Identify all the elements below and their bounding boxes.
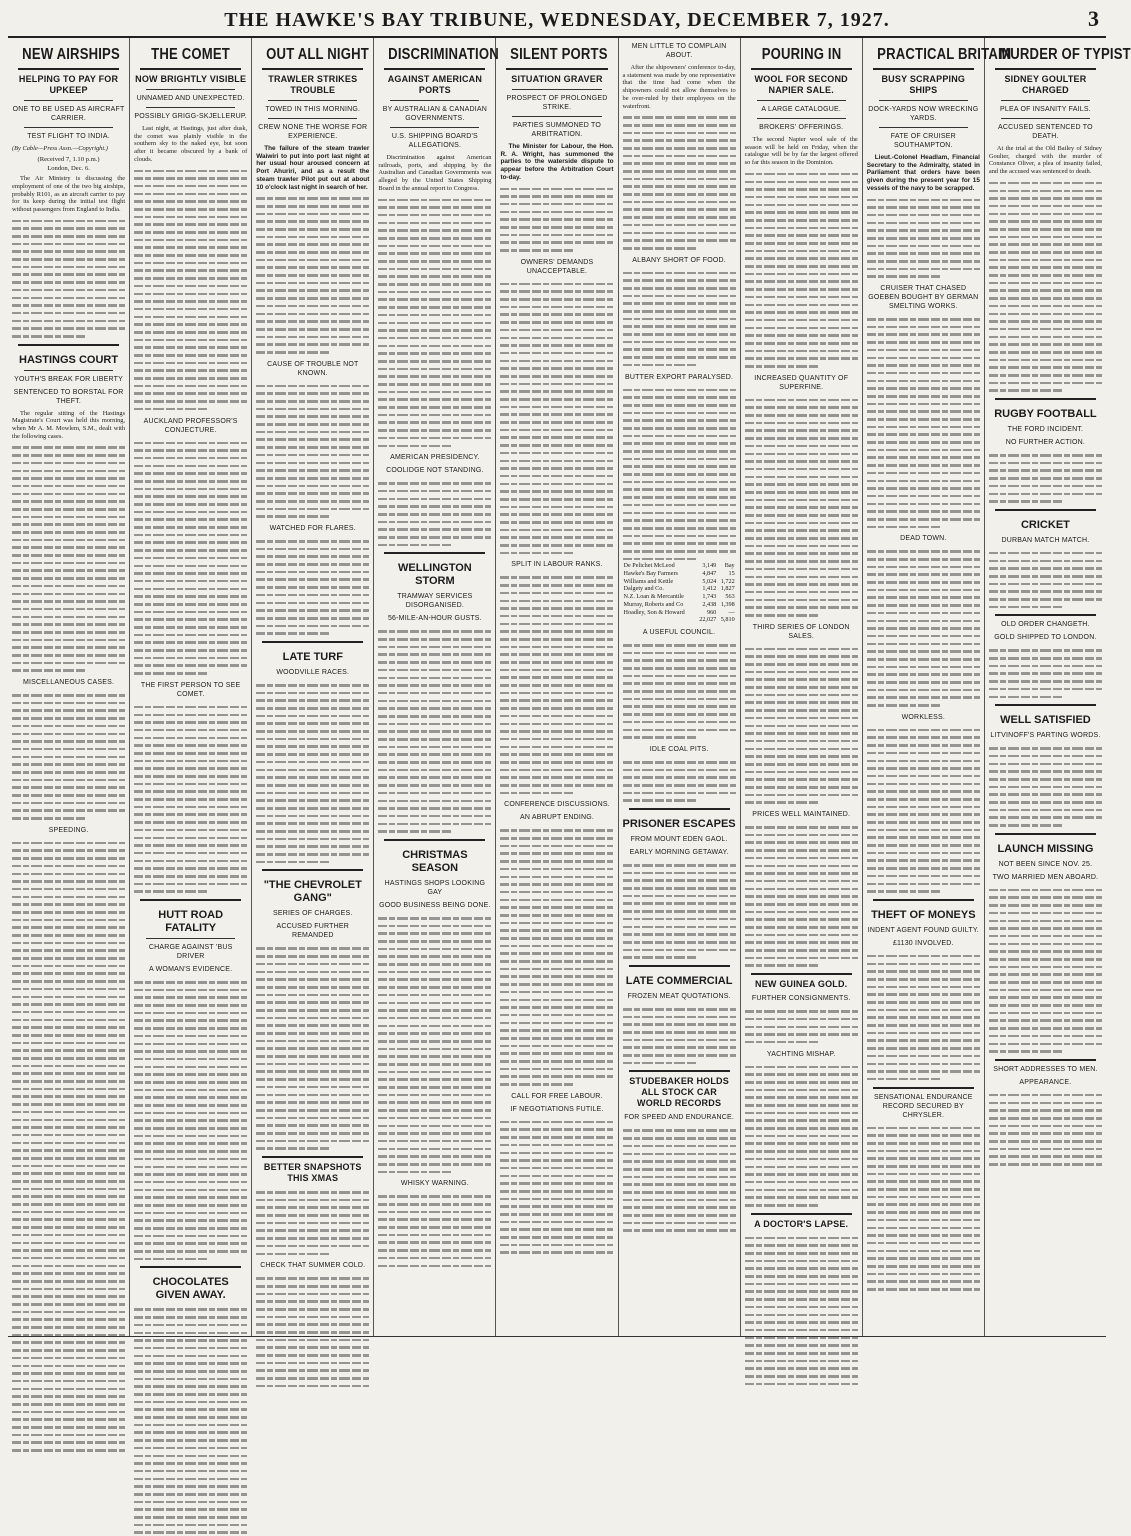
article-text: At the trial at the Old Bailey of Sidney Goulter, charged with the murder of Constance Oliver, a plea of insanity failed, and the accused was sentenced to death.: [988, 145, 1102, 176]
column-silent-ports: [496, 38, 618, 1336]
deck: NOT BEEN SINCE NOV. 25.: [998, 860, 1093, 868]
subhead-small: AMERICAN PRESIDENCY.: [390, 454, 480, 462]
deck: A LARGE CATALOGUE.: [761, 106, 841, 113]
deck: A WOMAN'S EVIDENCE.: [149, 966, 233, 974]
deck: FATE OF CRUISER SOUTHAMPTON.: [890, 133, 956, 149]
subhead: "THE CHEVROLET GANG": [263, 879, 362, 905]
subhead-small: BUTTER EXPORT PARALYSED.: [625, 373, 734, 381]
subhead: PRISONER ESCAPES: [622, 818, 736, 831]
headline: THE COMET: [151, 46, 231, 63]
subhead-small: YACHTING MISHAP.: [766, 1050, 836, 1058]
deck: EARLY MORNING GETAWAY.: [629, 849, 729, 857]
subhead: HUTT ROAD FATALITY: [158, 909, 224, 935]
deck: U.S. SHIPPING BOARD'S ALLEGATIONS.: [391, 133, 478, 149]
deck: TOWED IN THIS MORNING.: [265, 106, 361, 113]
deck: COOLIDGE NOT STANDING.: [386, 467, 484, 475]
masthead-title: THE HAWKE'S BAY TRIBUNE, WEDNESDAY, DECEMBER 7, 1927.: [224, 8, 890, 31]
subhead: A DOCTOR'S LAPSE.: [754, 1218, 849, 1229]
table-row: Murray, Roberts and Co 2,438 1,398: [623, 600, 735, 608]
table-row: De Pelichet McLeod 3,149 Bay: [623, 562, 735, 570]
subhead: CRICKET: [1020, 518, 1070, 531]
deck: PLEA OF INSANITY FAILS.: [1000, 106, 1091, 113]
deck: UNNAMED AND UNEXPECTED.: [136, 95, 245, 102]
deck: YOUTH'S BREAK FOR LIBERTY: [14, 375, 123, 383]
table-row: Hawke's Bay Farmers 4,847 15: [623, 570, 735, 578]
subhead: NEW GUINEA GOLD.: [755, 979, 848, 990]
table-row: Dalgety and Co. 1,412 1,827: [623, 585, 735, 593]
column-men-little-to-complain: [619, 38, 741, 1336]
subhead-small: A USEFUL COUNCIL.: [642, 628, 716, 636]
headline: PRACTICAL BRITAIN: [876, 46, 1012, 63]
deck: THE FORD INCIDENT.: [1007, 426, 1084, 434]
subhead-small: SHORT ADDRESSES TO MEN.: [993, 1065, 1098, 1073]
column-new-airships: [8, 38, 130, 1336]
deck: GOLD SHIPPED TO LONDON.: [994, 634, 1097, 642]
subhead-small: CHECK THAT SUMMER COLD.: [260, 1262, 366, 1270]
deck: ONE TO BE USED AS AIRCRAFT CARRIER.: [12, 106, 125, 122]
deck: FOR SPEED AND ENDURANCE.: [624, 1114, 735, 1122]
article-text: After the shipowners' conference to-day, a statement was made by one representative that the time had come when the shipowners could not allow themselves to be over-ruled by their employees on the waterfront.: [622, 64, 736, 110]
subhead-small: SPEEDING.: [48, 826, 89, 834]
table-row: Hoadley, Son & Howard 960 —: [623, 608, 735, 616]
deck: DURBAN MATCH MATCH.: [1001, 536, 1090, 544]
headline: DISCRIMINATION: [388, 46, 500, 63]
deck: INDENT AGENT FOUND GUILTY.: [867, 926, 979, 934]
deck: PARTIES SUMMONED TO ARBITRATION.: [512, 122, 602, 138]
column-the-comet: [130, 38, 252, 1336]
article-text: The second Napier wool sale of the season will be held on Friday, when the catalogue will be by far the largest offered so far this season in the Dominion.: [744, 136, 858, 167]
deck: FROM MOUNT EDEN GAOL.: [630, 836, 728, 844]
deck: HELPING TO PAY FOR UPKEEP: [18, 74, 119, 95]
subhead: WELLINGTON STORM: [398, 562, 472, 588]
deck: AN ABRUPT ENDING.: [519, 814, 595, 822]
table-row: N.Z. Loan & Mercantile 1,743 563: [623, 593, 735, 601]
subhead-small: OWNERS' DEMANDS UNACCEPTABLE.: [520, 258, 594, 275]
deck: TWO MARRIED MEN ABOARD.: [992, 873, 1099, 881]
article-text: The failure of the steam trawler Waiwiri to put into port last night at her usual hour aroused concern at Port Ahuriri, and as a result the steam trawler Pilot put out at about 10 o'clock last night in search of her.: [256, 145, 370, 191]
deck: BY AUSTRALIAN & CANADIAN GOVERNMENTS.: [382, 106, 488, 122]
deck: SERIES OF CHARGES.: [273, 910, 353, 918]
deck: ACCUSED FURTHER REMANDED: [276, 923, 350, 940]
page-number: 3: [1088, 6, 1100, 31]
subhead-small: WORKLESS.: [901, 713, 946, 721]
deck: TEST FLIGHT TO INDIA.: [27, 133, 110, 140]
table-row: Williams and Kettle 5,024 1,722: [623, 577, 735, 585]
subhead-small: WATCHED FOR FLARES.: [269, 525, 356, 533]
subhead-small: SENSATIONAL ENDURANCE RECORD SECURED BY CHRYSLER.: [873, 1093, 973, 1119]
subhead-small: DEAD TOWN.: [900, 535, 947, 543]
deck: SIDNEY GOULTER CHARGED: [1004, 74, 1087, 95]
deck: WOODVILLE RACES.: [276, 668, 350, 676]
deck: APPEARANCE.: [1019, 1078, 1072, 1086]
subhead: STUDEBAKER HOLDS ALL STOCK CAR WORLD RECORDS: [629, 1076, 729, 1109]
deck: FROZEN MEAT QUOTATIONS.: [627, 992, 731, 1000]
masthead: [8, 4, 1106, 38]
subhead: LATE TURF: [282, 650, 343, 663]
subhead: BETTER SNAPSHOTS THIS XMAS: [263, 1162, 362, 1184]
subhead-small: CONFERENCE DISCUSSIONS.: [504, 801, 610, 809]
subhead-small: SPLIT IN LABOUR RANKS.: [511, 561, 603, 569]
deck: GOOD BUSINESS BEING DONE.: [379, 901, 491, 909]
subhead: LAUNCH MISSING: [997, 842, 1094, 855]
deck: 56-MILE-AN-HOUR GUSTS.: [387, 615, 482, 623]
subhead-small: THE FIRST PERSON TO SEE COMET.: [140, 681, 241, 698]
wool-bales-table: [623, 562, 736, 624]
deck: NO FURTHER ACTION.: [1005, 439, 1086, 447]
subhead-small: INCREASED QUANTITY OF SUPERFINE.: [754, 374, 849, 391]
headline: OUT ALL NIGHT: [266, 46, 370, 63]
subhead-small: PRICES WELL MAINTAINED.: [752, 811, 851, 819]
deck: SITUATION GRAVER: [511, 74, 603, 84]
table-row: 22,027 5,810: [699, 616, 735, 624]
received-line: (Received 7, 1.10 p.m.): [37, 155, 100, 163]
deck: TRAMWAY SERVICES DISORGANISED.: [397, 593, 473, 610]
deck: CREW NONE THE WORSE FOR EXPERIENCE.: [258, 124, 368, 140]
column-discrimination: [374, 38, 500, 1336]
deck: SENTENCED TO BORSTAL FOR THEFT.: [13, 388, 124, 405]
article-text: Last night, at Hastings, just after dusk, the comet was plainly visible in the southern sky to the naked eye, but soon after it became obscured by a bank of clouds.: [134, 125, 248, 163]
subhead-small: IDLE COAL PITS.: [649, 745, 709, 753]
deck: HASTINGS SHOPS LOOKING GAY: [384, 879, 486, 896]
article-text: The Minister for Labour, the Hon. R. A. Wright, has summoned the parties to the waterside dispute to appear before the Arbitration Court to-day.: [500, 143, 614, 181]
subhead-small: AUCKLAND PROFESSOR'S CONJECTURE.: [143, 417, 238, 434]
dateline: London, Dec. 6.: [47, 165, 90, 173]
column-pouring-in: [741, 38, 863, 1336]
subhead-small: WHISKY WARNING.: [400, 1180, 469, 1188]
subhead: CHOCOLATES GIVEN AWAY.: [152, 1276, 229, 1302]
headline: MURDER OF TYPIST: [999, 46, 1131, 63]
headline: POURING IN: [761, 46, 842, 63]
article-text: The Air Ministry is discussing the employment of one of the two big airships, probably R101, as an aircraft carrier to pay for its keep during the initial test flight without passengers from England to India.: [12, 175, 126, 213]
deck: DOCK-YARDS NOW WRECKING YARDS.: [868, 106, 979, 122]
deck: NOW BRIGHTLY VISIBLE: [135, 74, 247, 84]
deck: AGAINST AMERICAN PORTS: [387, 74, 483, 95]
deck: CHARGE AGAINST 'BUS DRIVER: [148, 944, 233, 961]
deck: ACCUSED SENTENCED TO DEATH.: [998, 124, 1093, 140]
subhead-small: MISCELLANEOUS CASES.: [22, 679, 115, 687]
byline: (By Cable—Press Assn.—Copyright.): [12, 145, 108, 152]
headline: MEN LITTLE TO COMPLAIN ABOUT.: [631, 43, 727, 59]
deck: BROKERS' OFFERINGS.: [759, 124, 844, 131]
column-out-all-night: [252, 38, 374, 1336]
deck: BUSY SCRAPPING SHIPS: [881, 74, 966, 95]
deck: TRAWLER STRIKES TROUBLE: [268, 74, 358, 95]
subhead: THEFT OF MONEYS: [871, 908, 976, 921]
column-murder-of-typist: [985, 38, 1131, 1336]
subhead: RUGBY FOOTBALL: [994, 408, 1097, 421]
subhead: LATE COMMERCIAL: [625, 974, 733, 987]
deck: FURTHER CONSIGNMENTS.: [751, 995, 851, 1003]
subhead-small: CALL FOR FREE LABOUR.: [511, 1092, 603, 1100]
subhead-small: ALBANY SHORT OF FOOD.: [632, 256, 726, 264]
headline: NEW AIRSHIPS: [22, 46, 120, 63]
subhead-small: CRUISER THAT CHASED GOEBEN BOUGHT BY GERMAN SMELTING WORKS.: [868, 285, 979, 311]
headline: SILENT PORTS: [510, 46, 609, 63]
deck: LITVINOFF'S PARTING WORDS.: [990, 732, 1101, 740]
deck: WOOL FOR SECOND NAPIER SALE.: [754, 74, 848, 95]
article-text: Discrimination against American railroads, ports, and shipping by the Australian and Canadian Governments was alleged by the United States Shipping Board in the annual report to Congress.: [378, 154, 492, 192]
column-practical-britain: [863, 38, 1012, 1336]
article-text: The regular sitting of the Hastings Magistrate's Court was held this morning, when Mr A. M. Mowlem, S.M., dealt with the following cases.: [12, 409, 126, 440]
article-text: Lieut.-Colonel Headlam, Financial Secretary to the Admiralty, stated in Parliament that orders have been given during the present year for 15 vessels of the navy to be scrapped.: [866, 154, 980, 192]
subhead: CHRISTMAS SEASON: [402, 848, 468, 874]
subhead-small: CAUSE OF TROUBLE NOT KNOWN.: [267, 360, 359, 377]
columns: [8, 38, 1131, 1337]
deck: £1130 INVOLVED.: [892, 939, 954, 947]
deck: PROSPECT OF PROLONGED STRIKE.: [506, 95, 608, 111]
deck: IF NEGOTIATIONS FUTILE.: [510, 1105, 604, 1113]
deck: POSSIBLY GRIGG-SKJELLERUP.: [134, 113, 247, 120]
subhead: WELL SATISFIED: [1000, 714, 1091, 727]
subhead: HASTINGS COURT: [19, 353, 119, 366]
subhead-small: THIRD SERIES OF LONDON SALES.: [752, 623, 850, 640]
subhead-small: OLD ORDER CHANGETH.: [1001, 621, 1090, 629]
